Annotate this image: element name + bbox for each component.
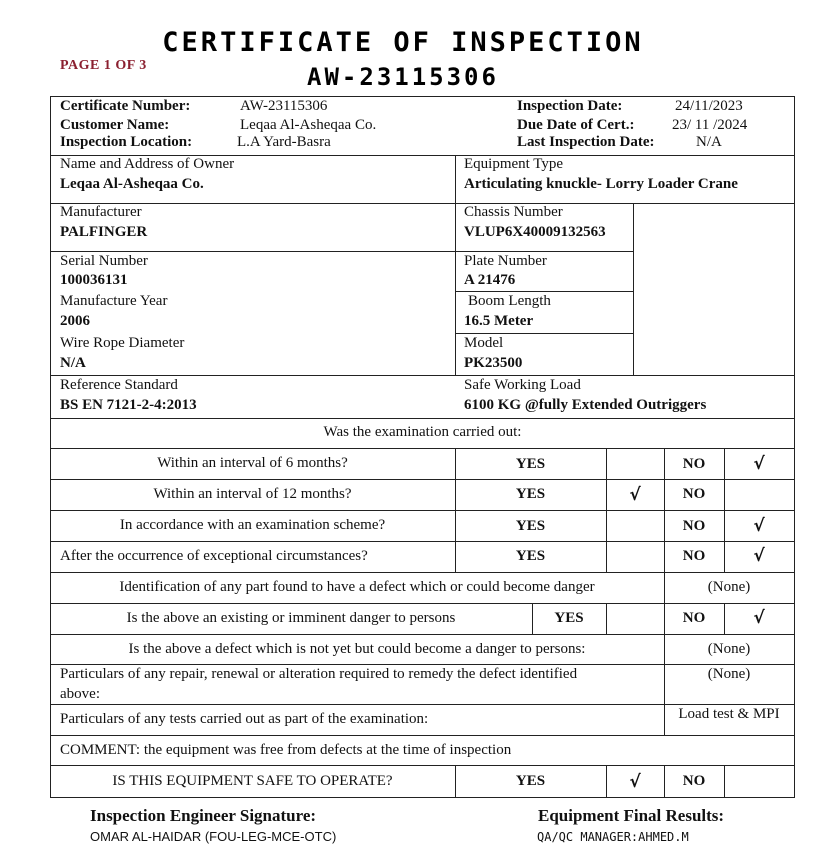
owner-label: Name and Address of Owner: [60, 156, 235, 172]
plate-value: A 21476: [464, 272, 516, 288]
safe-to-operate-question: IS THIS EQUIPMENT SAFE TO OPERATE?: [112, 773, 393, 789]
q4-no-check-icon: √: [753, 546, 765, 566]
certificate-number-value: AW-23115306: [240, 98, 328, 114]
q2-no: NO: [682, 486, 706, 502]
equipment-type-value: Articulating knuckle- Lorry Loader Crane: [464, 176, 738, 192]
q2-yes: YES: [515, 486, 546, 502]
tests-question: Particulars of any tests carried out as part of the examination:: [60, 711, 429, 727]
safe-yes-check-icon: √: [629, 772, 641, 792]
repair-question: Particulars of any repair, renewal or alteration required to remedy the defect identified: [60, 666, 578, 682]
q4-yes: YES: [515, 548, 546, 564]
defect-identification-question: Identification of any part found to have a defect which or could become danger: [119, 579, 595, 595]
question-6-months: Within an interval of 6 months?: [157, 455, 348, 471]
repair-question-cont: above:: [60, 686, 100, 702]
last-inspection-label: Last Inspection Date:: [517, 134, 655, 150]
q2-yes-check-icon: √: [629, 485, 641, 505]
danger-yes: YES: [554, 610, 584, 626]
inspection-date-value: 24/11/2023: [675, 98, 743, 114]
manufacturer-value: PALFINGER: [60, 224, 148, 240]
plate-label: Plate Number: [464, 253, 547, 269]
model-label: Model: [464, 335, 504, 351]
question-exceptional: After the occurrence of exceptional circumstances?: [60, 548, 368, 564]
last-inspection-value: N/A: [696, 134, 722, 150]
signature-label: Inspection Engineer Signature:: [90, 806, 317, 825]
customer-name-value: Leqaa Al-Asheqaa Co.: [240, 117, 377, 133]
certificate-title: CERTIFICATE OF INSPECTION: [162, 27, 644, 58]
q3-no-check-icon: √: [753, 516, 765, 536]
q1-no: NO: [682, 456, 706, 472]
qa-manager: QA/QC MANAGER:AHMED.M: [537, 830, 689, 844]
chassis-label: Chassis Number: [464, 204, 563, 220]
due-date-label: Due Date of Cert.:: [517, 117, 635, 133]
inspection-comment: COMMENT: the equipment was free from defects at the time of inspection: [60, 742, 512, 758]
repair-answer: (None): [707, 666, 751, 682]
safe-working-load-label: Safe Working Load: [464, 377, 581, 393]
manufacturer-label: Manufacturer: [60, 204, 142, 220]
defect-identification-answer: (None): [707, 579, 751, 595]
model-value: PK23500: [464, 355, 523, 371]
inspection-location-value: L.A Yard-Basra: [237, 134, 331, 150]
q1-no-check-icon: √: [753, 454, 765, 474]
future-danger-question: Is the above a defect which is not yet but could become a danger to persons:: [128, 641, 586, 657]
boom-length-label: Boom Length: [468, 293, 551, 309]
owner-value: Leqaa Al-Asheqaa Co.: [60, 176, 204, 192]
question-12-months: Within an interval of 12 months?: [153, 486, 352, 502]
question-exam-scheme: In accordance with an examination scheme?: [119, 517, 386, 533]
certificate-number-label: Certificate Number:: [60, 98, 191, 114]
serial-label: Serial Number: [60, 253, 148, 269]
manufacture-year-label: Manufacture Year: [60, 293, 168, 309]
boom-length-value: 16.5 Meter: [464, 313, 534, 329]
manufacture-year-value: 2006: [60, 313, 90, 329]
q3-no: NO: [682, 518, 706, 534]
engineer-name: OMAR AL-HAIDAR (FOU-LEG-MCE-OTC): [90, 829, 337, 844]
q1-yes: YES: [515, 456, 546, 472]
customer-name-label: Customer Name:: [60, 117, 170, 133]
reference-standard-value: BS EN 7121-2-4:2013: [60, 397, 197, 413]
safe-working-load-value: 6100 KG @fully Extended Outriggers: [464, 397, 707, 413]
inspection-date-label: Inspection Date:: [517, 98, 623, 114]
reference-standard-label: Reference Standard: [60, 377, 178, 393]
examination-heading: Was the examination carried out:: [323, 424, 522, 440]
chassis-value: VLUP6X40009132563: [464, 224, 606, 240]
wire-rope-label: Wire Rope Diameter: [60, 335, 185, 351]
final-results-label: Equipment Final Results:: [538, 806, 725, 825]
wire-rope-value: N/A: [60, 355, 86, 371]
safe-no: NO: [682, 773, 706, 789]
certificate-number-title: AW-23115306: [307, 63, 499, 91]
inspection-location-label: Inspection Location:: [60, 134, 193, 150]
page-indicator: PAGE 1 OF 3: [60, 58, 147, 73]
tests-answer: Load test & MPI: [678, 706, 780, 722]
q4-no: NO: [682, 548, 706, 564]
q3-yes: YES: [515, 518, 546, 534]
due-date-value: 23/ 11 /2024: [672, 117, 748, 133]
imminent-danger-question: Is the above an existing or imminent danger to persons: [126, 610, 456, 626]
safe-yes: YES: [515, 773, 546, 789]
equipment-type-label: Equipment Type: [464, 156, 564, 172]
danger-no: NO: [682, 610, 706, 626]
future-danger-answer: (None): [707, 641, 751, 657]
serial-value: 100036131: [60, 272, 128, 288]
danger-no-check-icon: √: [753, 608, 765, 628]
